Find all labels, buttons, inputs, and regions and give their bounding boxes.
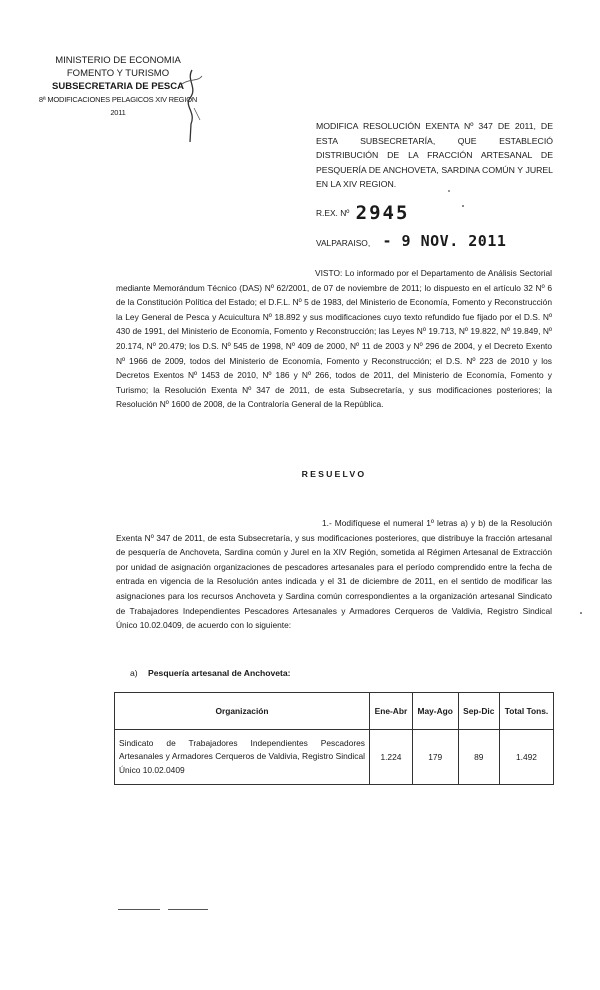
- date-stamp: - 9 NOV. 2011: [382, 232, 507, 250]
- cell-organization: Sindicato de Trabajadores Independientes Pescadores Artesanales y Armadores Cerqueros de Valdivia, Registro Sindical Único 10.02.0409: [115, 730, 370, 785]
- resolution-number-stamp: 2945: [355, 202, 410, 224]
- table-header-row: [115, 693, 554, 730]
- resolution-subject: MODIFICA RESOLUCIÓN EXENTA Nº 347 DE 2011, DE ESTA SUBSECRETARÍA, QUE ESTABLECIÓ DISTRIBUCIÓN DE LA FRACCIÓN ARTESANAL DE PESQUERÍA DE ANCHOVETA, SARDINA COMÚN Y JUREL EN LA XIV REGION.: [316, 121, 553, 189]
- date-place: VALPARAISO,: [316, 238, 371, 248]
- document-reference: 8ª MODIFICACIONES PELAGICOS XIV REGION 2011: [38, 95, 198, 117]
- scan-speck: [580, 612, 582, 614]
- article-1-paragraph: 1.- Modifíquese el numeral 1º letras a) y b) de la Resolución Exenta Nº 347 de 2011, de esta Subsecretaría, y sus modificaciones posteriores, que distribuye la fracción artesanal de pesquería de Anchoveta, Sardina común y Jurel en la XIV Región, sometida al Régimen Artesanal de Extracción por unidad de asignación organizaciones de pescadores artesanales para el período comprendido entre la fecha de entrada en vigencia de la Resolución antes indicada y el 31 de diciembre de 2011, en el sentido de modificar las asignaciones para los recursos Anchoveta y Sardina común correspondientes a la organización artesanal Sindicato de Trabajadores Independientes Pescadores Artesanales y Armadores Cerqueros de Valdivia, Registro Sindical Único 10.02.0409, de acuerdo con lo siguiente:: [116, 518, 552, 631]
- col-may-ago: May-Ago: [412, 693, 458, 730]
- col-total-tons: Total Tons.: [499, 693, 553, 730]
- scan-speck: [448, 190, 450, 192]
- footer-rule-left: [118, 909, 160, 910]
- footer-rule-right: [168, 909, 208, 910]
- anchoveta-allocation-table: [114, 692, 554, 785]
- cell-sep-dic: 89: [458, 730, 499, 785]
- ministry-subname: FOMENTO Y TURISMO: [66, 68, 170, 79]
- ministry-name: MINISTERIO DE ECONOMIA: [55, 55, 181, 66]
- cell-total: 1.492: [499, 730, 553, 785]
- col-ene-abr: Ene-Abr: [370, 693, 413, 730]
- section-a-letter: a): [130, 668, 138, 678]
- resolution-number-line: [316, 202, 409, 224]
- date-line: [316, 232, 506, 250]
- resuelvo-heading: RESUELVO: [301, 469, 367, 479]
- signature-initials-mark: [178, 68, 206, 144]
- col-sep-dic: Sep-Dic: [458, 693, 499, 730]
- scan-speck: [462, 205, 464, 207]
- section-a-title: Pesquería artesanal de Anchoveta:: [148, 668, 291, 678]
- cell-may-ago: 179: [412, 730, 458, 785]
- subsecretaria-name: SUBSECRETARIA DE PESCA: [52, 81, 184, 92]
- col-organizacion: Organización: [115, 693, 370, 730]
- cell-ene-abr: 1.224: [370, 730, 413, 785]
- section-a-heading: [130, 668, 291, 678]
- visto-paragraph: VISTO: Lo informado por el Departamento de Análisis Sectorial mediante Memorándum Técnico (DAS) Nº 62/2001, de 07 de noviembre de 2011; lo dispuesto en el artículo 32 Nº 6 de la Constitución Política del Estado; el D.F.L. Nº 5 de 1983, del Ministerio de Economía, Fomento y Reconstrucción la Ley General de Pesca y Acuicultura Nº 18.892 y sus modificaciones cuyo texto refundido fue fijado por el D.S. Nº 430 de 1991, del Ministerio de Economía, Fomento y Reconstrucción; las Leyes Nº 19.713, Nº 19.822, Nº 19.849, Nº 20.174, Nº 20.479; los D.S. Nº 545 de 1998, Nº 409 de 2000, Nº 11 de 2003 y Nº 296 de 2004, y el Decreto Exento Nº 1966 de 2009, todos del Ministerio de Economía, Fomento y Reconstrucción; el D.S. Nº 223 de 2010 y los Decretos Exentos Nº 1453 de 2010, Nº 186 y Nº 266, todos de 2011, del Ministerio de Economía, Fomento y Turismo; la Resolución Exenta Nº 347 de 2011, de esta Subsecretaría, y sus modificaciones posteriores; la Resolución Nº 1600 de 2008, de la Contraloría General de la República.: [116, 268, 552, 410]
- resolution-number-label: R.EX. Nº: [316, 208, 350, 218]
- table-row: [115, 730, 554, 785]
